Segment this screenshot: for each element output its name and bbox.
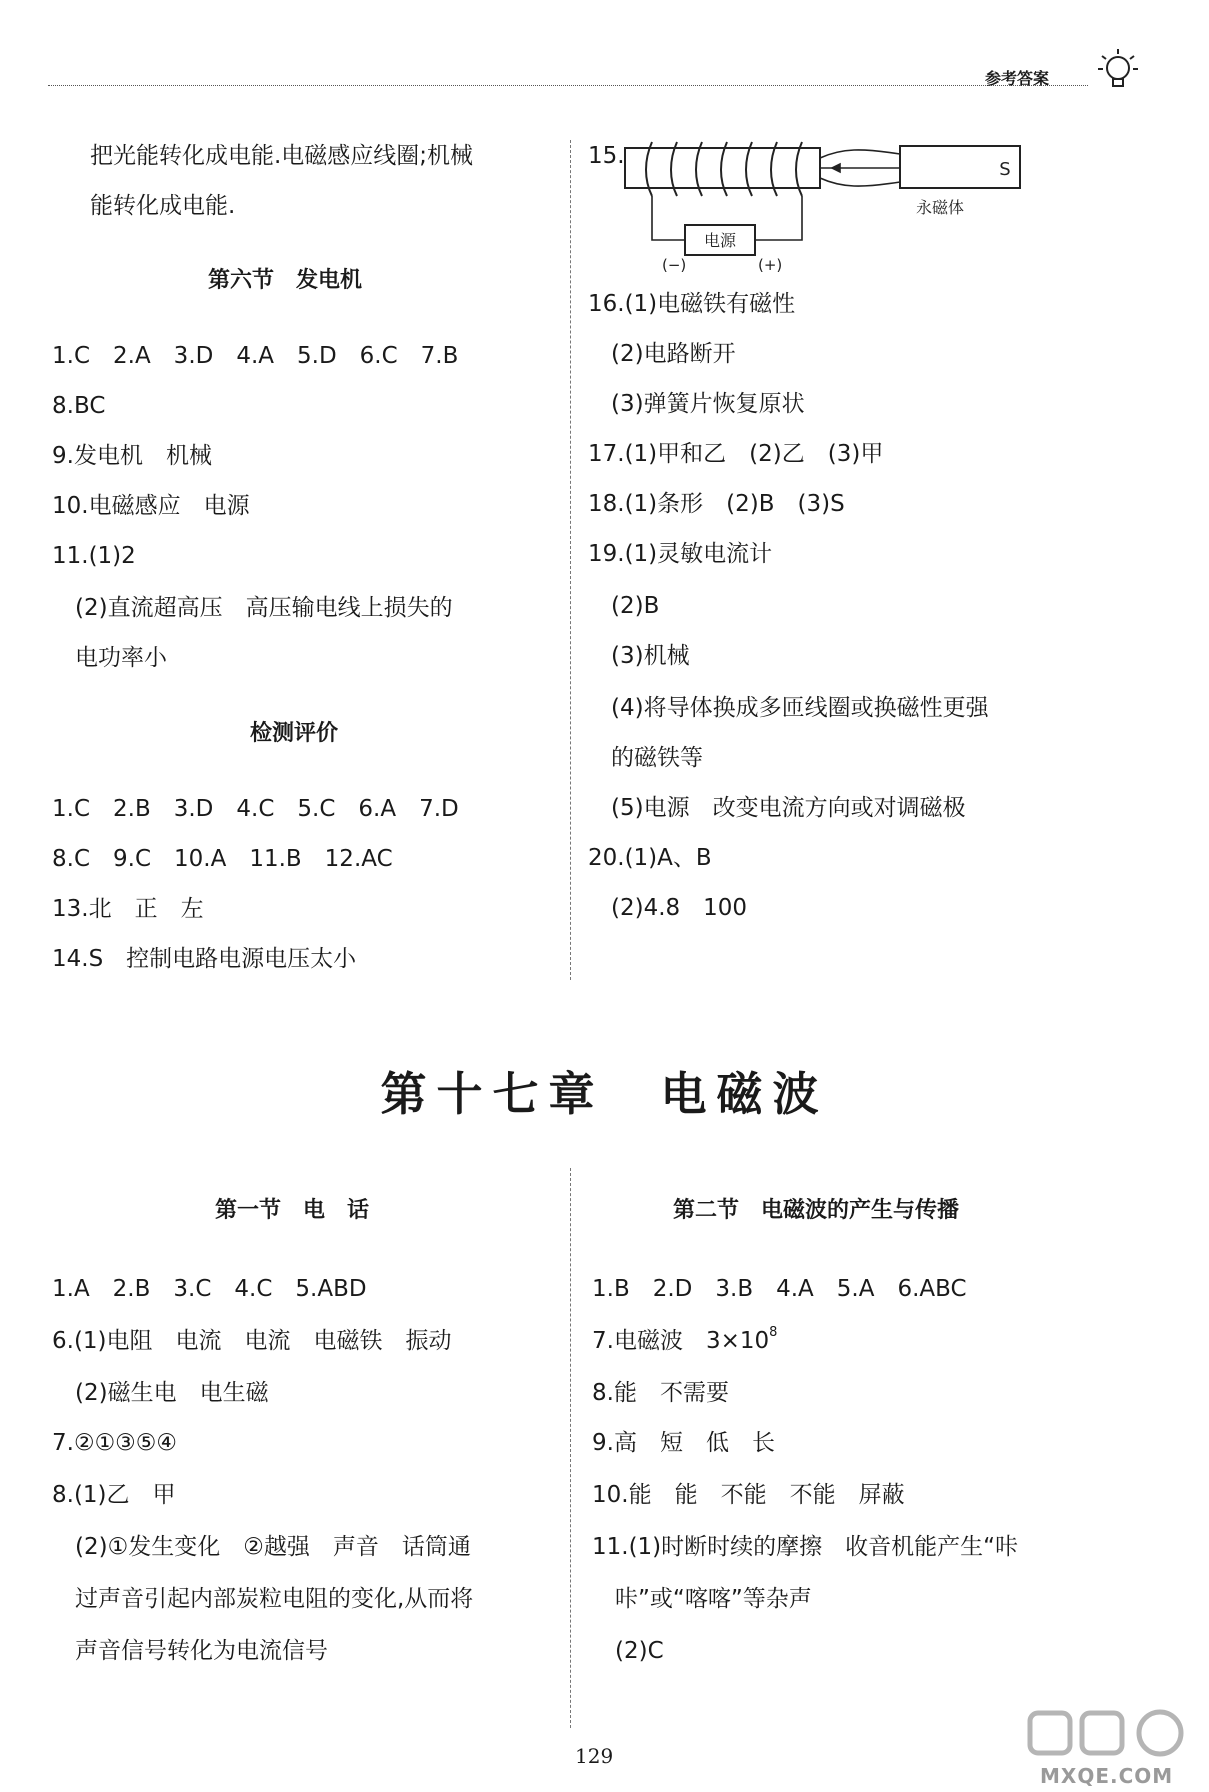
column-divider-top — [570, 140, 571, 980]
magnet-label: 永磁体 — [915, 198, 965, 217]
answer-line: (2)磁生电 电生磁 — [52, 1380, 269, 1406]
eval-title: 检测评价 — [250, 721, 339, 746]
header-label: 参考答案 — [985, 69, 1050, 88]
answer-line: (4)将导体换成多匝线圈或换磁性更强 — [588, 695, 989, 721]
line7-text: 7.电磁波 3×10 — [592, 1328, 770, 1354]
answer-line: 1.B 2.D 3.B 4.A 5.A 6.ABC — [592, 1276, 967, 1302]
answer-line: 9.高 短 低 长 — [592, 1430, 775, 1456]
page-number: 129 — [575, 1744, 614, 1768]
answer-line: 8.(1)乙 甲 — [52, 1482, 176, 1508]
header-rule — [48, 85, 1088, 86]
electromagnet-diagram — [622, 140, 1042, 280]
answer-line: 17.(1)甲和乙 (2)乙 (3)甲 — [588, 441, 884, 467]
answer-line: (2)直流超高压 高压输电线上损失的 — [52, 595, 453, 621]
answer-line: 咔”或“喀喀”等杂声 — [592, 1586, 812, 1612]
power-minus: (−) — [662, 256, 687, 274]
text-line: 能转化成电能. — [90, 193, 236, 219]
answer-line: 14.S 控制电路电源电压太小 — [52, 946, 357, 972]
answer-line: 8.能 不需要 — [592, 1380, 729, 1406]
answer-line: 18.(1)条形 (2)B (3)S — [588, 491, 845, 517]
answer-line: 11.(1)时断时续的摩擦 收音机能产生“咔 — [592, 1534, 1019, 1560]
answer-line: 11.(1)2 — [52, 543, 136, 569]
answer-line: 过声音引起内部炭粒电阻的变化,从而将 — [52, 1586, 474, 1612]
power-plus: (+) — [758, 256, 783, 274]
answer-line: 13.北 正 左 — [52, 896, 204, 922]
lightbulb-icon — [1090, 44, 1146, 100]
magnet-pole: S — [999, 159, 1011, 180]
answer-line: 电功率小 — [52, 645, 167, 671]
chapter-title: 第十七章 电磁波 — [380, 1067, 829, 1121]
answer-line: (2)电路断开 — [588, 341, 736, 367]
answer-line: (2)B — [588, 593, 660, 619]
answer-line: 1.A 2.B 3.C 4.C 5.ABD — [52, 1276, 367, 1302]
power-label: 电源 — [703, 231, 737, 250]
answer-line: (3)机械 — [588, 643, 690, 669]
column-divider-bottom — [570, 1168, 571, 1728]
answer-line: (5)电源 改变电流方向或对调磁极 — [588, 795, 966, 821]
answer-line: 的磁铁等 — [588, 745, 703, 771]
section-title-1: 第一节 电 话 — [215, 1198, 370, 1223]
answer-line: 声音信号转化为电流信号 — [52, 1638, 328, 1664]
answer-line: 10.能 能 不能 不能 屏蔽 — [592, 1482, 905, 1508]
answer-line: 10.电磁感应 电源 — [52, 493, 250, 519]
answer-line: (2)①发生变化 ②越强 声音 话筒通 — [52, 1534, 471, 1560]
answer-line: (2)4.8 100 — [588, 895, 748, 921]
answer-line: 19.(1)灵敏电流计 — [588, 541, 773, 567]
text-line: 把光能转化成电能.电磁感应线圈;机械 — [90, 143, 474, 169]
answer-line: 9.发电机 机械 — [52, 443, 212, 469]
answer-line-7 — [592, 1325, 778, 1354]
answer-line: 8.BC — [52, 393, 106, 419]
watermark-text: MXQE.COM — [1040, 1764, 1174, 1788]
answer-line: 6.(1)电阻 电流 电流 电磁铁 振动 — [52, 1328, 452, 1354]
answer-line: (3)弹簧片恢复原状 — [588, 391, 805, 417]
answer-line: 7.②①③⑤④ — [52, 1430, 178, 1456]
answer-line: 1.C 2.B 3.D 4.C 5.C 6.A 7.D — [52, 796, 459, 822]
line7-exponent: 8 — [769, 1325, 778, 1340]
answer-line: 1.C 2.A 3.D 4.A 5.D 6.C 7.B — [52, 343, 459, 369]
answer-line: 16.(1)电磁铁有磁性 — [588, 291, 796, 317]
q15-label: 15. — [588, 143, 625, 169]
section-title-2: 第二节 电磁波的产生与传播 — [673, 1198, 960, 1223]
answer-line: 20.(1)A、B — [588, 845, 712, 871]
answer-line: 8.C 9.C 10.A 11.B 12.AC — [52, 846, 393, 872]
section-title-6: 第六节 发电机 — [208, 268, 363, 293]
answer-line: (2)C — [592, 1638, 664, 1664]
